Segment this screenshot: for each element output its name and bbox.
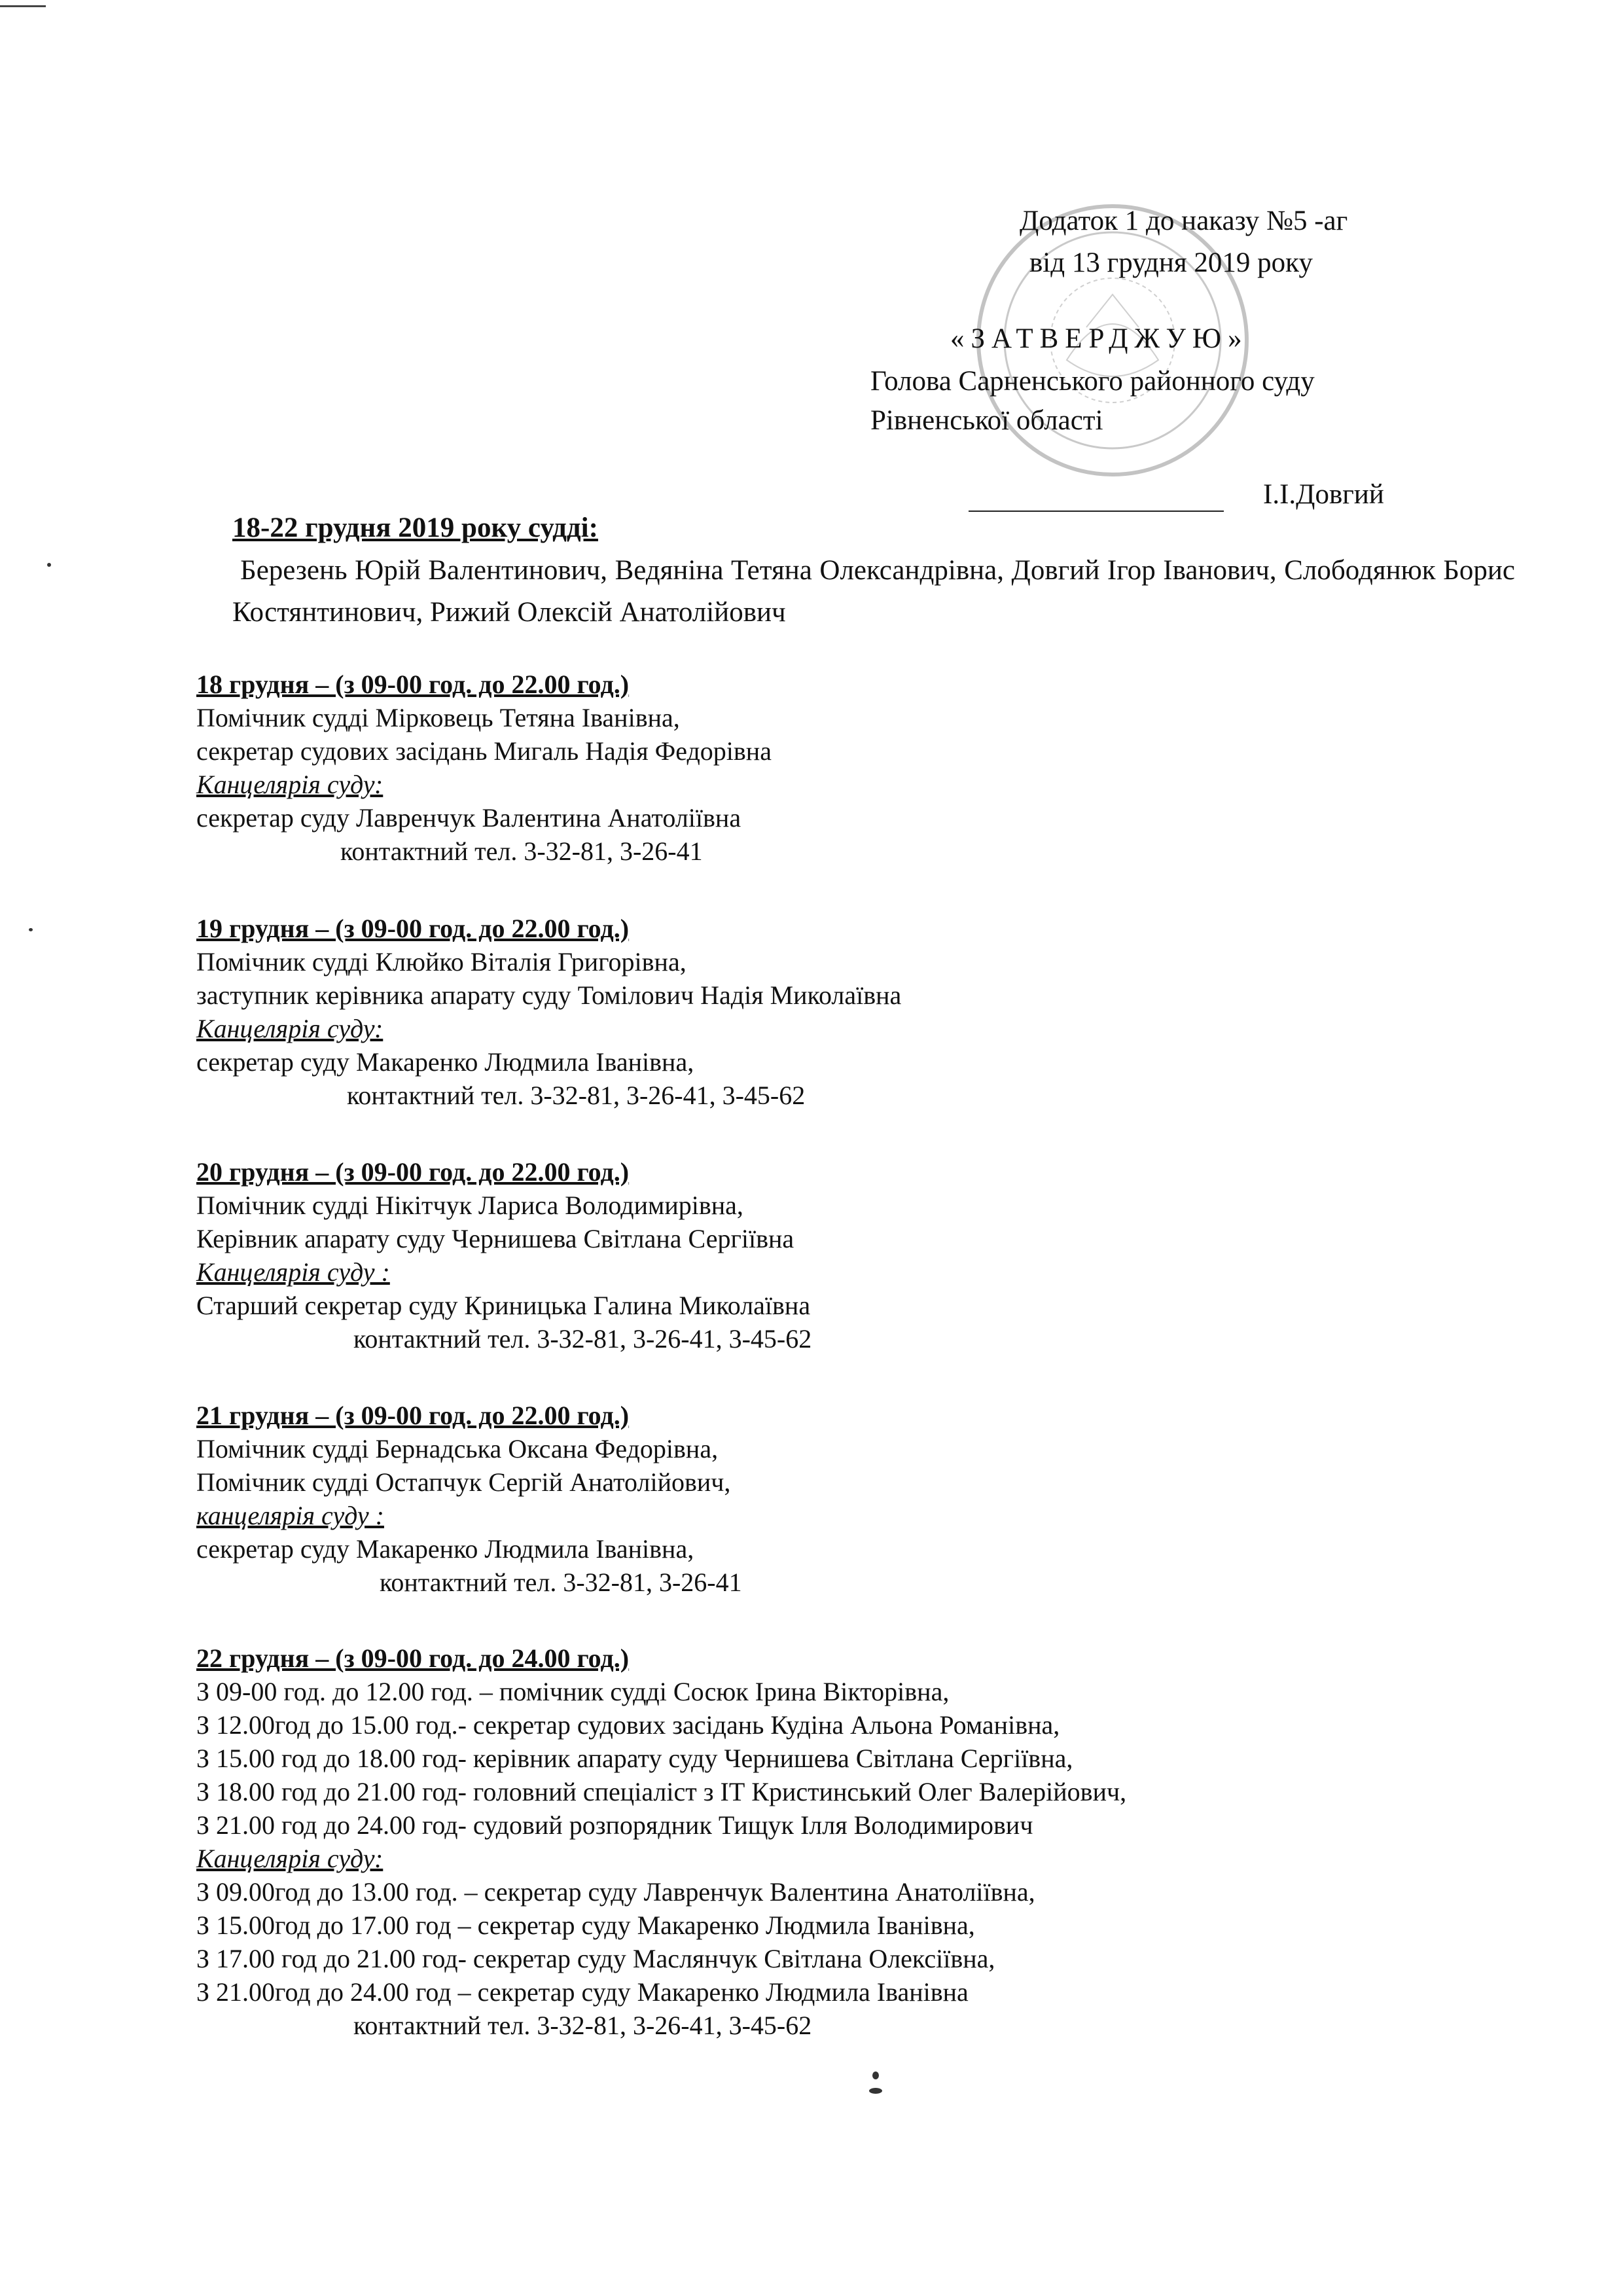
scan-speck — [872, 2072, 879, 2079]
contact-phones: контактний тел. 3-32-81, 3-26-41 — [380, 1568, 742, 1597]
office-line: З 21.00год до 24.00 год – секретар суду Макаренко Людмила Іванівна — [196, 1977, 969, 2007]
contact-phones: контактний тел. 3-32-81, 3-26-41, 3-45-62 — [353, 2011, 812, 2040]
office-label: Канцелярія суду: — [196, 1844, 383, 1873]
day-title: 22 грудня – (з 09-00 год. до 24.00 год.) — [196, 1643, 630, 1673]
addendum-reference: Додаток 1 до наказу №5 -аг — [1020, 206, 1348, 236]
staff-line: заступник керівника апарату суду Томілович Надія Миколаївна — [196, 980, 902, 1010]
office-label: Канцелярія суду : — [196, 1257, 390, 1287]
scan-corner-mark — [0, 5, 46, 7]
contact-phones: контактний тел. 3-32-81, 3-26-41, 3-45-62 — [347, 1081, 806, 1110]
office-label: Канцелярія суду: — [196, 770, 383, 799]
office-line: З 09.00год до 13.00 год. – секретар суду Лавренчук Валентина Анатоліївна, — [196, 1877, 1035, 1907]
judges-list: Березень Юрій Валентинович, Ведяніна Тетяна Олександрівна, Довгий Ігор Іванович, Слободянюк Борис Костянтинович, Рижий Олексій Анатолійович — [232, 555, 1515, 628]
duty-day-19 — [196, 912, 1531, 1112]
staff-line: Помічник судді Клюйко Віталія Григорівна, — [196, 947, 687, 977]
duty-day-20 — [196, 1155, 1531, 1355]
office-line: секретар суду Лавренчук Валентина Анатоліївна — [196, 803, 741, 833]
staff-line: Помічник судді Нікітчук Лариса Володимирівна, — [196, 1191, 743, 1220]
scan-speck — [29, 928, 33, 931]
staff-line: З 09-00 год. до 12.00 год. – помічник судді Сосюк Ірина Вікторівна, — [196, 1677, 950, 1706]
staff-line: Керівник апарату суду Чернишева Світлана Сергіївна — [196, 1224, 794, 1253]
duty-day-18 — [196, 668, 1531, 868]
court-head-region: Рівненської області — [870, 405, 1103, 436]
judges-heading: 18-22 грудня 2019 року судді: — [232, 512, 598, 543]
scan-speck — [869, 2088, 882, 2094]
office-line: секретар суду Макаренко Людмила Іванівна, — [196, 1534, 694, 1564]
signature-line — [969, 511, 1224, 512]
contact-phones: контактний тел. 3-32-81, 3-26-41 — [340, 836, 703, 866]
staff-line: З 18.00 год до 21.00 год- головний спеціаліст з ІТ Кристинський Олег Валерійович, — [196, 1777, 1127, 1806]
addendum-date: від 13 грудня 2019 року — [1029, 247, 1313, 278]
office-line: секретар суду Макаренко Людмила Іванівна, — [196, 1047, 694, 1077]
contact-phones: контактний тел. 3-32-81, 3-26-41, 3-45-62 — [353, 1324, 812, 1354]
staff-line: З 15.00 год до 18.00 год- керівник апарату суду Чернишева Світлана Сергіївна, — [196, 1744, 1073, 1773]
office-line: З 15.00год до 17.00 год – секретар суду Макаренко Людмила Іванівна, — [196, 1910, 975, 1940]
duty-day-21 — [196, 1399, 1531, 1599]
office-label: канцелярія суду : — [196, 1501, 384, 1530]
duty-day-22 — [196, 1641, 1531, 2042]
signatory-name: І.І.Довгий — [1263, 479, 1384, 510]
scan-speck — [47, 563, 51, 567]
day-title: 19 грудня – (з 09-00 год. до 22.00 год.) — [196, 914, 630, 943]
staff-line: Помічник судді Остапчук Сергій Анатолійович, — [196, 1467, 731, 1497]
day-title: 20 грудня – (з 09-00 год. до 22.00 год.) — [196, 1157, 630, 1187]
staff-line: З 21.00 год до 24.00 год- судовий розпорядник Тищук Ілля Володимирович — [196, 1810, 1033, 1840]
staff-line: З 12.00год до 15.00 год.- секретар судових засідань Кудіна Альона Романівна, — [196, 1710, 1060, 1740]
day-title: 18 грудня – (з 09-00 год. до 22.00 год.) — [196, 670, 630, 699]
court-head-title: Голова Сарненського районного суду — [870, 366, 1315, 397]
office-line: З 17.00 год до 21.00 год- секретар суду Маслянчук Світлана Олексіївна, — [196, 1944, 995, 1973]
day-title: 21 грудня – (з 09-00 год. до 22.00 год.) — [196, 1401, 630, 1430]
approval-heading: «ЗАТВЕРДЖУЮ» — [950, 323, 1249, 354]
office-line: Старший секретар суду Криницька Галина Миколаївна — [196, 1291, 811, 1320]
staff-line: Помічник судді Бернадська Оксана Федорівна, — [196, 1434, 719, 1463]
staff-line: Помічник судді Мірковець Тетяна Іванівна, — [196, 703, 680, 732]
office-label: Канцелярія суду: — [196, 1014, 383, 1043]
staff-line: секретар судових засідань Мигаль Надія Федорівна — [196, 736, 772, 766]
